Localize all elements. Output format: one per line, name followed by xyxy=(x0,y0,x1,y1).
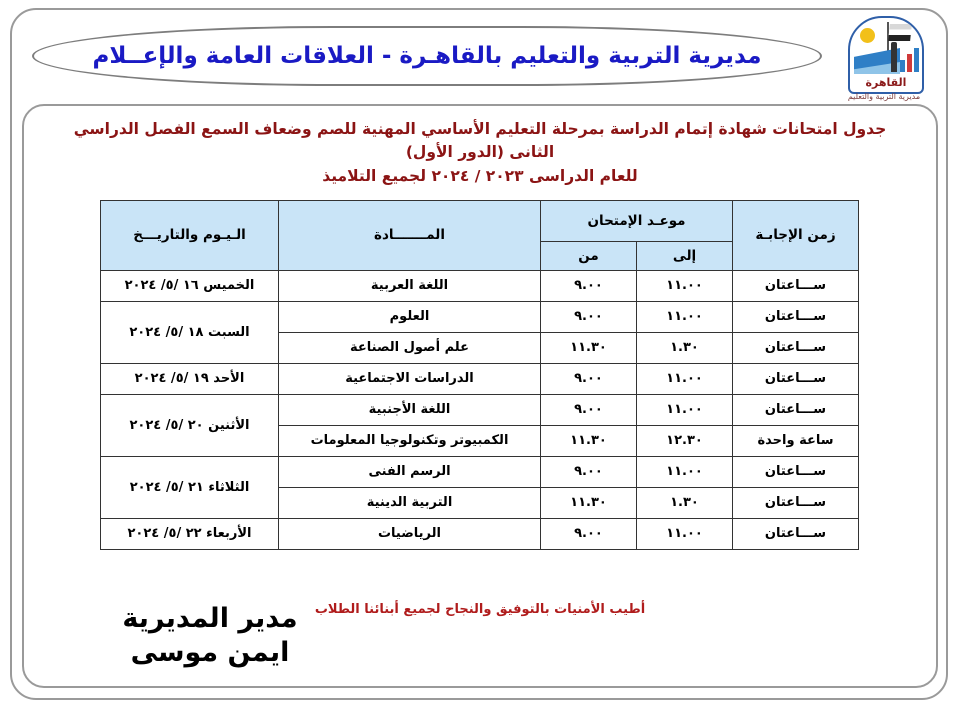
table-row xyxy=(101,456,859,487)
cell-time-to: ١١.٠٠ xyxy=(637,394,733,425)
cell-date: الثلاثاء ٢١ /٥/ ٢٠٢٤ xyxy=(101,456,279,518)
cell-subject: التربية الدينية xyxy=(279,487,541,518)
table-head xyxy=(101,200,859,270)
banner-title: مديرية التربية والتعليم بالقاهـرة - العلاقات العامة والإعــلام xyxy=(92,43,762,69)
cell-duration: ســـاعتان xyxy=(733,332,859,363)
cell-duration: ســـاعتان xyxy=(733,518,859,549)
column-header-day-and-date: الـيـوم والتاريـــخ xyxy=(101,200,279,270)
good-wishes-note: أطيب الأمنيات بالتوفيق والنجاح لجميع أبنائنا الطلاب xyxy=(314,602,646,617)
cell-subject: الكمبيوتر وتكنولوجيا المعلومات xyxy=(279,425,541,456)
signature-title: مدير المديرية xyxy=(122,603,298,634)
cell-time-to: ١١.٠٠ xyxy=(637,270,733,301)
cell-subject: اللغة الأجنبية xyxy=(279,394,541,425)
cell-time-from: ١١.٣٠ xyxy=(541,425,637,456)
header xyxy=(20,14,940,114)
directorate-logo xyxy=(832,16,936,114)
column-header-to: إلى xyxy=(637,241,733,270)
bar-chart-icon xyxy=(907,54,912,72)
cell-time-to: ١.٣٠ xyxy=(637,487,733,518)
column-header-answer-time: زمن الإجابـة xyxy=(733,200,859,270)
cell-date: الأثنين ٢٠ /٥/ ٢٠٢٤ xyxy=(101,394,279,456)
cell-time-to: ١١.٠٠ xyxy=(637,456,733,487)
document-title-line1: جدول امتحانات شهادة إتمام الدراسة بمرحلة التعليم الأساسي المهنية للصم وضعاف السمع الفصل الدراسي الثانى (الدور الأول) xyxy=(73,120,887,162)
cell-time-from: ٩.٠٠ xyxy=(541,394,637,425)
table-row xyxy=(101,363,859,394)
column-header-exam-time: موعـد الإمتحان xyxy=(541,200,733,241)
cell-time-to: ١١.٠٠ xyxy=(637,301,733,332)
table-body xyxy=(101,270,859,549)
cell-duration: ســـاعتان xyxy=(733,456,859,487)
cell-time-from: ٩.٠٠ xyxy=(541,301,637,332)
cell-subject: اللغة العربية xyxy=(279,270,541,301)
cell-time-from: ١١.٣٠ xyxy=(541,332,637,363)
bar-chart-icon xyxy=(914,48,919,72)
cell-duration: ساعة واحدة xyxy=(733,425,859,456)
cell-subject: الرسم الفنى xyxy=(279,456,541,487)
cell-subject: العلوم xyxy=(279,301,541,332)
header-banner xyxy=(32,26,822,86)
table-row xyxy=(101,394,859,425)
column-header-subject: المـــــــادة xyxy=(279,200,541,270)
cell-time-from: ٩.٠٠ xyxy=(541,270,637,301)
column-header-from: من xyxy=(541,241,637,270)
cell-date: الأحد ١٩ /٥/ ٢٠٢٤ xyxy=(101,363,279,394)
cell-duration: ســـاعتان xyxy=(733,270,859,301)
bar-chart-icon xyxy=(900,60,905,72)
cell-subject: الرياضيات xyxy=(279,518,541,549)
sun-icon xyxy=(860,28,875,43)
cell-time-from: ٩.٠٠ xyxy=(541,363,637,394)
cell-time-from: ٩.٠٠ xyxy=(541,518,637,549)
cell-time-from: ٩.٠٠ xyxy=(541,456,637,487)
document-title-line2: للعام الدراسى ٢٠٢٣ / ٢٠٢٤ لجميع التلاميذ xyxy=(322,166,638,185)
cell-date: الخميس ١٦ /٥/ ٢٠٢٤ xyxy=(101,270,279,301)
cell-duration: ســـاعتان xyxy=(733,394,859,425)
logo-caption: مديرية التربية والتعليم xyxy=(847,92,921,101)
table-row xyxy=(101,518,859,549)
cell-time-to: ١١.٠٠ xyxy=(637,518,733,549)
logo-shield-icon xyxy=(848,16,924,94)
table-row xyxy=(101,270,859,301)
cell-duration: ســـاعتان xyxy=(733,363,859,394)
cell-date: الأربعاء ٢٢ /٥/ ٢٠٢٤ xyxy=(101,518,279,549)
exam-schedule-table xyxy=(100,200,859,550)
table-row xyxy=(101,301,859,332)
cell-duration: ســـاعتان xyxy=(733,487,859,518)
cell-time-from: ١١.٣٠ xyxy=(541,487,637,518)
table-header-row-1 xyxy=(101,200,859,241)
banner-pill xyxy=(32,26,822,86)
cell-subject: علم أصول الصناعة xyxy=(279,332,541,363)
egypt-flag-icon xyxy=(888,24,912,41)
signature-block xyxy=(80,602,340,670)
cell-time-to: ١.٣٠ xyxy=(637,332,733,363)
schedule-table-wrapper xyxy=(101,200,859,550)
content-card xyxy=(22,104,938,688)
cell-time-to: ١٢.٣٠ xyxy=(637,425,733,456)
pen-icon xyxy=(891,42,897,72)
cell-duration: ســـاعتان xyxy=(733,301,859,332)
cell-subject: الدراسات الاجتماعية xyxy=(279,363,541,394)
document-title xyxy=(50,118,910,188)
cell-time-to: ١١.٠٠ xyxy=(637,363,733,394)
cell-date: السبت ١٨ /٥/ ٢٠٢٤ xyxy=(101,301,279,363)
logo-cairo-label: القاهرة xyxy=(865,76,907,89)
signature-name: ايمن موسى xyxy=(130,636,290,668)
